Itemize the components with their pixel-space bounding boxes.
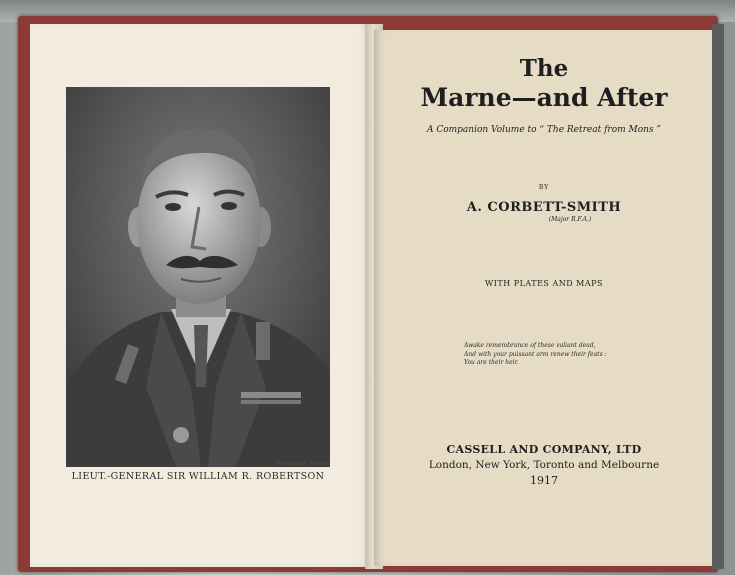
epigraph-line: Awake remembrance of these valiant dead, <box>464 342 596 349</box>
subtitle: A Companion Volume to “ The Retreat from Mons ” <box>426 125 662 135</box>
epigraph-line: You are their heir. <box>464 359 519 366</box>
author-rank: (Major R.F.A.) <box>548 216 592 223</box>
publication-year: 1917 <box>530 474 558 487</box>
plates-note: WITH PLATES AND MAPS <box>484 279 604 288</box>
epigraph-line: And with your puissant arm renew their feats : <box>464 351 607 358</box>
portrait-caption: LIEUT.-GENERAL SIR WILLIAM R. ROBERTSON <box>71 471 325 482</box>
photo-credit: Photograph: Bassano <box>276 461 330 467</box>
publisher-cities: London, New York, Toronto and Melbourne <box>428 459 660 471</box>
by-line: BY <box>538 184 550 191</box>
author-name: A. CORBETT-SMITH <box>466 200 622 215</box>
title-line-2: Marne—and After <box>420 83 668 112</box>
title-line-1: The <box>519 55 569 82</box>
publisher-name: CASSELL AND COMPANY, LTD <box>446 443 642 456</box>
portrait-photograph <box>66 87 330 467</box>
